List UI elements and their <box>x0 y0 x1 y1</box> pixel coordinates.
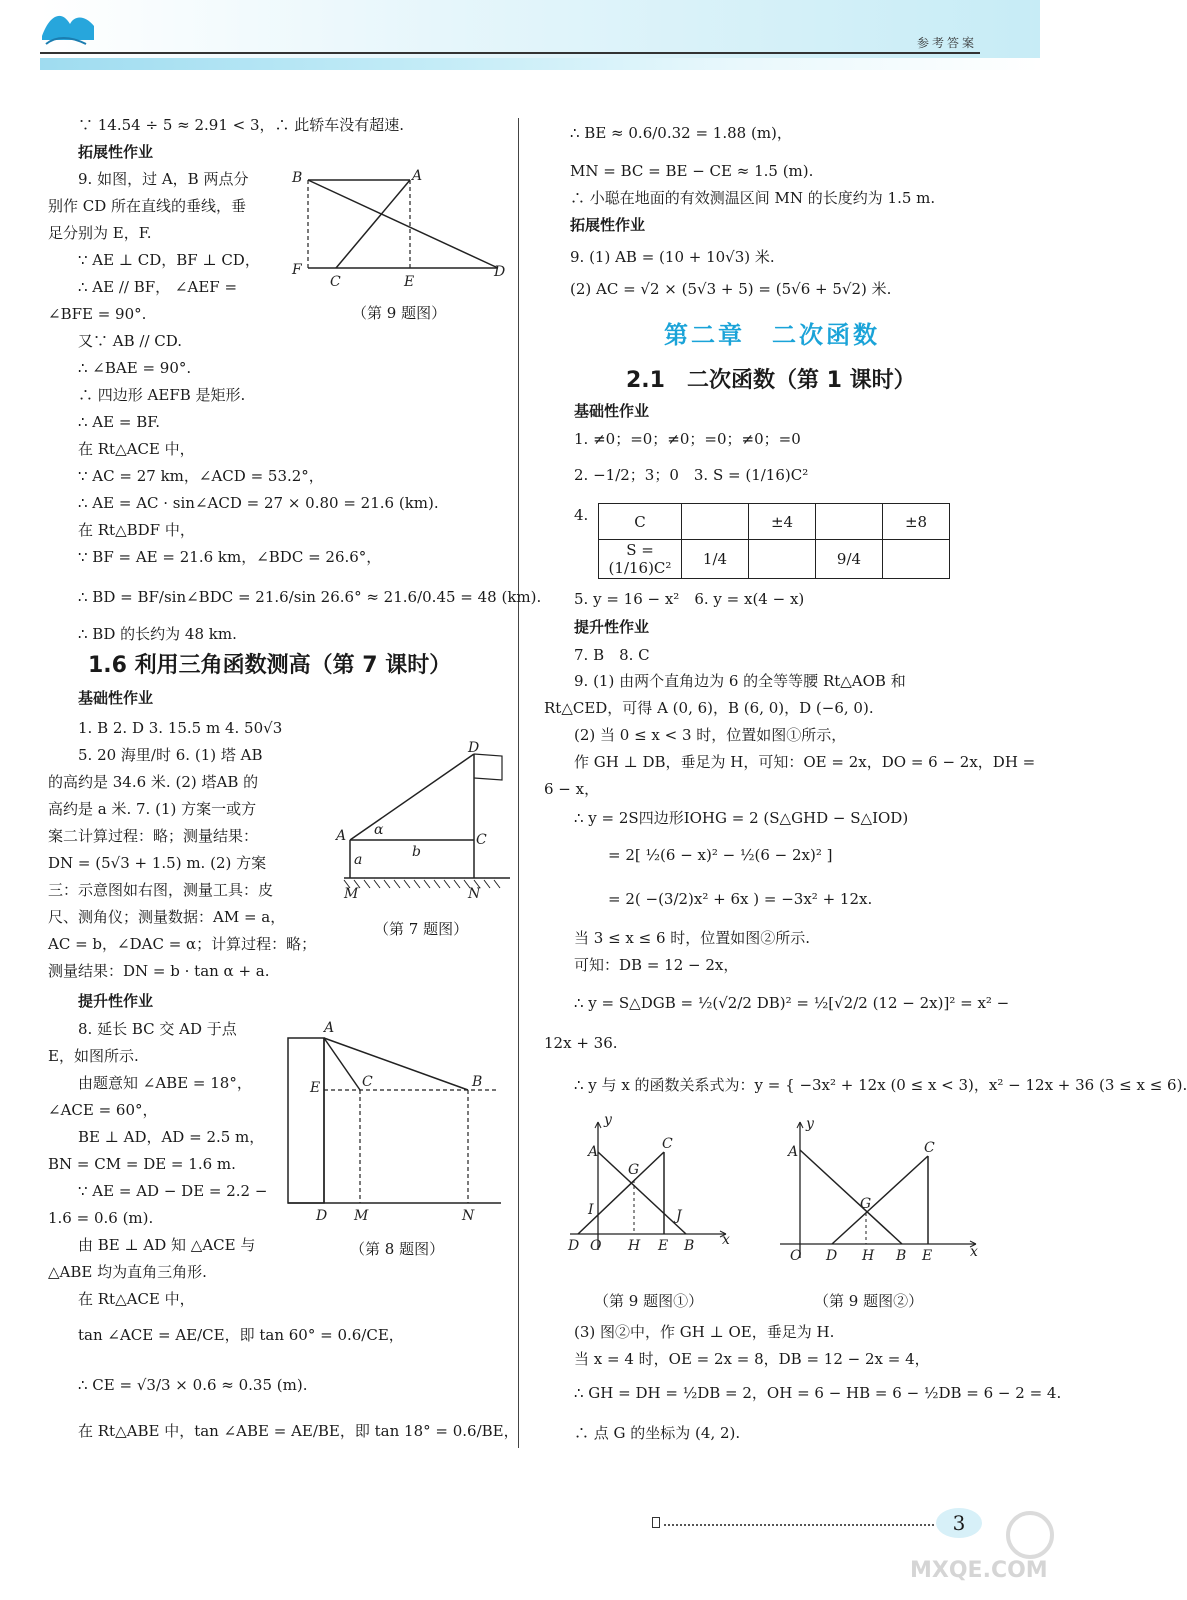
svg-text:D: D <box>316 1208 328 1224</box>
text-line: Rt△CED，可得 A (0, 6)，B (6, 0)，D (−6, 0). <box>544 699 874 717</box>
svg-text:B: B <box>684 1238 695 1254</box>
text-line: 1. B 2. D 3. 15.5 m 4. 50√3 <box>78 719 283 737</box>
table-cell: C <box>599 504 682 540</box>
table-cell: 1/4 <box>682 540 749 579</box>
svg-text:G: G <box>628 1162 640 1178</box>
text-line: ∴ BE ≈ 0.6/0.32 = 1.88 (m)， <box>570 124 792 142</box>
text-line: 9. 如图，过 A，B 两点分 <box>78 170 249 188</box>
svg-text:A: A <box>336 828 347 844</box>
text-line: 12x + 36. <box>544 1034 618 1052</box>
svg-text:b: b <box>412 844 421 860</box>
text-line: 8. 延长 BC 交 AD 于点 <box>78 1020 237 1038</box>
text-line: △ABE 均为直角三角形. <box>48 1263 207 1281</box>
svg-text:N: N <box>462 1208 475 1224</box>
text-line: (2) AC = √2 × (5√3 + 5) = (5√6 + 5√2) 米. <box>570 280 892 298</box>
text-line: 当 x = 4 时，OE = 2x = 8，DB = 12 − 2x = 4， <box>574 1350 930 1368</box>
svg-text:D: D <box>826 1248 838 1264</box>
svg-text:D: D <box>468 740 480 756</box>
figure-caption: （第 9 题图） <box>352 304 447 322</box>
table-cell <box>749 540 816 579</box>
text-line: 1. ≠0；=0；≠0；=0；≠0；=0 <box>574 430 801 448</box>
text-line: ∴ GH = DH = ½DB = 2，OH = 6 − HB = 6 − ½DB = 6 − 2 = 4. <box>574 1384 1062 1402</box>
text-line: 由 BE ⊥ AD 知 △ACE 与 <box>78 1236 256 1254</box>
text-line: 6 − x， <box>544 780 600 798</box>
text-line: ∴ CE = √3/3 × 0.6 ≈ 0.35 (m). <box>78 1376 308 1394</box>
table-cell <box>883 540 950 579</box>
header-stripe <box>40 58 1040 70</box>
figure-caption: （第 9 题图①） <box>594 1292 704 1310</box>
text-line: ∵ BF = AE = 21.6 km，∠BDC = 26.6°， <box>78 548 382 566</box>
text-line: ∵ AE = AD − DE = 2.2 − <box>78 1182 268 1200</box>
text-line: ∴ y = 2S四边形IOHG = 2 (S△GHD − S△IOD) <box>574 809 909 827</box>
text-line: 在 Rt△BDF 中， <box>78 521 195 539</box>
text-line: ∴ 四边形 AEFB 是矩形. <box>78 386 246 404</box>
svg-text:I: I <box>588 1202 594 1218</box>
svg-text:MXQE.COM: MXQE.COM <box>910 1558 1048 1583</box>
figure-9b-diagram <box>776 1112 986 1262</box>
footer-marker <box>652 1517 660 1528</box>
header-rule <box>40 52 980 54</box>
text-line: 在 Rt△ACE 中， <box>78 1290 195 1308</box>
svg-text:A: A <box>324 1020 335 1036</box>
table-cell: ±8 <box>883 504 950 540</box>
text-line: = 2[ ½(6 − x)² − ½(6 − 2x)² ] <box>608 846 833 864</box>
svg-text:H: H <box>862 1248 875 1264</box>
text-line: ∠BFE = 90°. <box>48 305 147 323</box>
text-line: BN = CM = DE = 1.6 m. <box>48 1155 236 1173</box>
svg-text:E: E <box>658 1238 669 1254</box>
svg-text:D: D <box>494 264 506 280</box>
text-line: (2) 当 0 ≤ x < 3 时，位置如图①所示， <box>574 726 847 744</box>
svg-text:y: y <box>806 1116 814 1132</box>
svg-text:O: O <box>790 1248 802 1264</box>
page-number: 3 <box>936 1508 982 1538</box>
text-line: 7. B 8. C <box>574 646 650 664</box>
wave-logo-icon <box>40 6 96 48</box>
text-line: ∴ BD 的长约为 48 km. <box>78 625 237 643</box>
text-line: 5. 20 海里/时 6. (1) 塔 AB <box>78 746 263 764</box>
table-cell: 9/4 <box>816 540 883 579</box>
svg-text:C: C <box>476 832 487 848</box>
text-line: E，如图所示. <box>48 1047 139 1065</box>
text-line: tan ∠ACE = AE/CE，即 tan 60° = 0.6/CE， <box>78 1326 404 1344</box>
text-line: 4. <box>574 506 589 524</box>
text-line: 在 Rt△ABE 中，tan ∠ABE = AE/BE，即 tan 18° = 0.6/BE， <box>78 1422 519 1440</box>
table-cell <box>682 504 749 540</box>
text-line: ∵ 14.54 ÷ 5 ≈ 2.91 < 3，∴ 此轿车没有超速. <box>78 116 405 134</box>
footer-dotted-rule <box>664 1524 934 1526</box>
text-line: 5. y = 16 − x² 6. y = x(4 − x) <box>574 590 805 608</box>
figure-8-diagram <box>286 1020 511 1224</box>
text-line: ∵ AE ⊥ CD，BF ⊥ CD， <box>78 251 260 269</box>
svg-text:E: E <box>310 1080 321 1096</box>
text-line: 的高约是 34.6 米. (2) 塔AB 的 <box>48 773 259 791</box>
svg-text:B: B <box>292 170 303 186</box>
subheading: 拓展性作业 <box>78 143 154 161</box>
svg-text:A: A <box>412 168 423 184</box>
text-line: 三：示意图如右图，测量工具：皮 <box>48 881 274 899</box>
text-line: ∴ AE = BF. <box>78 413 161 431</box>
svg-text:A: A <box>588 1144 599 1160</box>
text-line: (3) 图②中，作 GH ⊥ OE，垂足为 H. <box>574 1323 835 1341</box>
text-line: 当 3 ≤ x ≤ 6 时，位置如图②所示. <box>574 929 811 947</box>
svg-text:A: A <box>788 1144 799 1160</box>
text-line: 9. (1) AB = (10 + 10√3) 米. <box>570 248 775 266</box>
svg-text:E: E <box>404 274 415 290</box>
svg-text:O: O <box>590 1238 602 1254</box>
subheading: 提升性作业 <box>574 618 650 636</box>
text-line: ∠ACE = 60°， <box>48 1101 158 1119</box>
text-line: ∴ 小聪在地面的有效测温区间 MN 的长度约为 1.5 m. <box>570 189 936 207</box>
text-line: 可知：DB = 12 − 2x， <box>574 956 739 974</box>
text-line: AC = b，∠DAC = α；计算过程：略； <box>48 935 317 953</box>
section-title: 2.1 二次函数（第 1 课时） <box>626 368 916 393</box>
text-line: 9. (1) 由两个直角边为 6 的全等等腰 Rt△AOB 和 <box>574 672 906 690</box>
svg-text:G: G <box>860 1196 872 1212</box>
table-row <box>599 540 950 579</box>
subheading: 拓展性作业 <box>570 216 646 234</box>
figure-9-diagram <box>288 166 513 291</box>
text-line: 足分别为 E，F. <box>48 224 152 242</box>
svg-text:C: C <box>330 274 341 290</box>
table-cell: S = (1/16)C² <box>599 540 682 579</box>
subheading: 基础性作业 <box>78 689 154 707</box>
figure-caption: （第 8 题图） <box>350 1240 445 1258</box>
svg-text:H: H <box>628 1238 641 1254</box>
running-header: 参考答案 <box>916 36 977 50</box>
svg-text:C: C <box>662 1136 673 1152</box>
figure-9a-diagram <box>566 1112 741 1262</box>
subheading: 提升性作业 <box>78 992 154 1010</box>
svg-text:x: x <box>970 1244 978 1260</box>
text-line: ∴ y 与 x 的函数关系式为：y = { −3x² + 12x (0 ≤ x < 3)，x² − 12x + 36 (3 ≤ x ≤ 6). <box>574 1076 1187 1094</box>
text-line: ∴ AE = AC · sin∠ACD = 27 × 0.80 = 21.6 (km). <box>78 494 439 512</box>
figure-7-diagram <box>334 740 514 905</box>
text-line: BE ⊥ AD，AD = 2.5 m， <box>78 1128 265 1146</box>
svg-text:M: M <box>354 1208 369 1224</box>
text-line: 案二计算过程：略；测量结果： <box>48 827 259 845</box>
text-line: 高约是 a 米. 7. (1) 方案一或方 <box>48 800 257 818</box>
table-row <box>599 504 950 540</box>
svg-text:α: α <box>374 822 384 838</box>
svg-text:F: F <box>292 262 302 278</box>
text-line: 别作 CD 所在直线的垂线，垂 <box>48 197 247 215</box>
text-line: ∴ 点 G 的坐标为 (4, 2). <box>574 1424 741 1442</box>
svg-text:C: C <box>362 1074 373 1090</box>
text-line: = 2( −(3/2)x² + 6x ) = −3x² + 12x. <box>608 890 873 908</box>
text-line: 又∵ AB // CD. <box>78 332 183 350</box>
svg-text:J: J <box>676 1208 682 1224</box>
answer-table <box>598 503 950 579</box>
svg-text:B: B <box>472 1074 483 1090</box>
text-line: ∴ ∠BAE = 90°. <box>78 359 192 377</box>
svg-text:C: C <box>924 1140 935 1156</box>
chapter-title: 第二章 二次函数 <box>664 321 880 349</box>
text-line: 由题意知 ∠ABE = 18°， <box>78 1074 252 1092</box>
text-line: 尺、测角仪；测量数据：AM = a， <box>48 908 286 926</box>
svg-text:D: D <box>568 1238 580 1254</box>
svg-text:a: a <box>354 852 363 868</box>
svg-text:y: y <box>604 1112 612 1128</box>
text-line: MN = BC = BE − CE ≈ 1.5 (m). <box>570 162 814 180</box>
text-line: 测量结果：DN = b · tan α + a. <box>48 962 270 980</box>
section-title: 1.6 利用三角函数测高（第 7 课时） <box>88 653 452 678</box>
svg-text:E: E <box>922 1248 933 1264</box>
watermark-logo <box>900 1505 1070 1585</box>
svg-text:B: B <box>896 1248 907 1264</box>
text-line: ∵ AC = 27 km，∠ACD = 53.2°， <box>78 467 324 485</box>
svg-text:x: x <box>722 1232 730 1248</box>
svg-text:N: N <box>468 886 481 902</box>
text-line: 在 Rt△ACE 中， <box>78 440 195 458</box>
subheading: 基础性作业 <box>574 402 650 420</box>
svg-text:M: M <box>344 886 359 902</box>
text-line: 1.6 = 0.6 (m). <box>48 1209 154 1227</box>
figure-caption: （第 9 题图②） <box>814 1292 924 1310</box>
text-line: 作 GH ⊥ DB，垂足为 H，可知：OE = 2x，DO = 6 − 2x，DH = <box>574 753 1036 771</box>
text-line: ∴ BD = BF/sin∠BDC = 21.6/sin 26.6° ≈ 21.6/0.45 = 48 (km). <box>78 588 542 606</box>
figure-caption: （第 7 题图） <box>374 920 469 938</box>
table-cell: ±4 <box>749 504 816 540</box>
text-line: DN = (5√3 + 1.5) m. (2) 方案 <box>48 854 267 872</box>
column-divider <box>518 118 519 1448</box>
text-line: ∴ AE // BF， ∠AEF = <box>78 278 238 296</box>
text-line: 2. −1/2；3；0 3. S = (1/16)C² <box>574 466 809 484</box>
table-cell <box>816 504 883 540</box>
text-line: ∴ y = S△DGB = ½(√2/2 DB)² = ½[√2/2 (12 − 2x)]² = x² − <box>574 994 1010 1012</box>
